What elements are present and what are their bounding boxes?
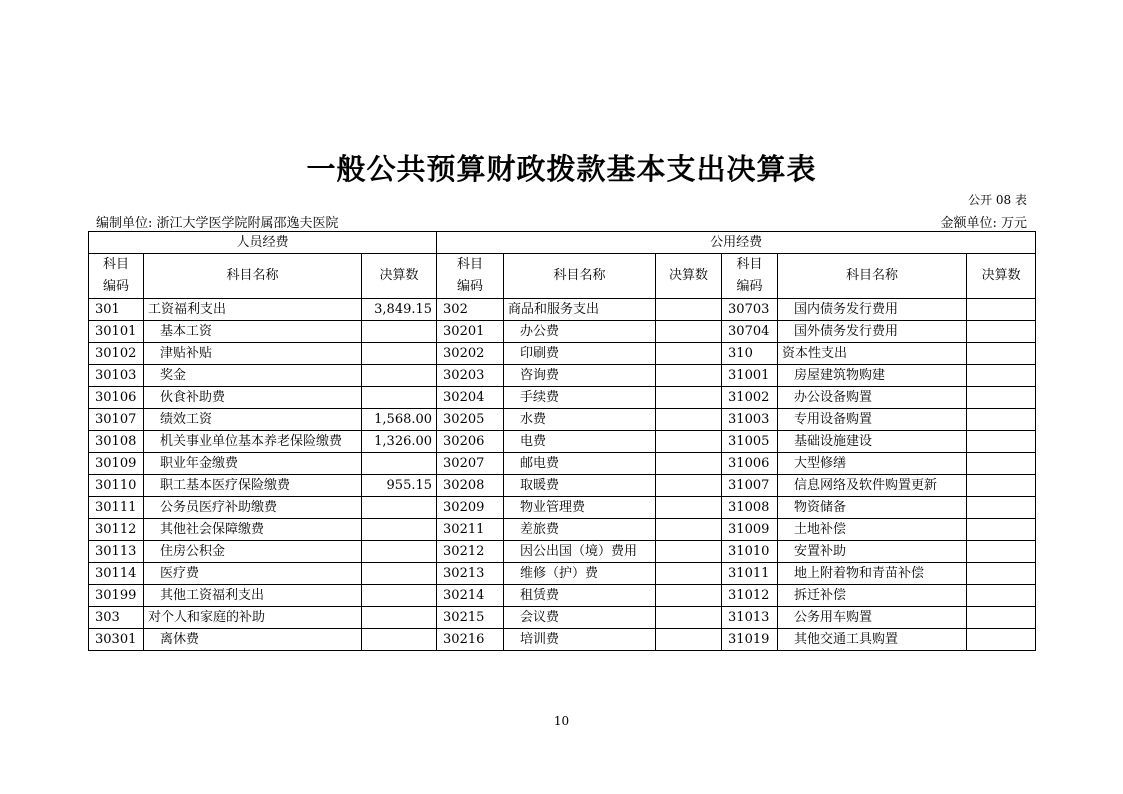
- final-amount: [362, 541, 437, 563]
- page-title: 一般公共预算财政拨款基本支出决算表: [306, 152, 817, 186]
- subject-name: 电费: [504, 431, 656, 453]
- subject-code: 301: [89, 299, 144, 321]
- table-row: [89, 541, 1036, 563]
- subject-code: 30211: [437, 519, 504, 541]
- subject-name: 办公设备购置: [778, 387, 967, 409]
- subject-code: 30301: [89, 629, 144, 651]
- subject-name: 其他交通工具购置: [778, 629, 967, 651]
- subject-code: 31007: [722, 475, 778, 497]
- final-amount: [656, 563, 722, 585]
- subject-code: 30213: [437, 563, 504, 585]
- subject-code: 30114: [89, 563, 144, 585]
- final-amount: [656, 387, 722, 409]
- subject-name: 津贴补贴: [144, 343, 362, 365]
- final-amount: 3,849.15: [362, 299, 437, 321]
- subject-code: 30112: [89, 519, 144, 541]
- subject-name: 大型修缮: [778, 453, 967, 475]
- subject-code: 302: [437, 299, 504, 321]
- final-amount: 1,326.00: [362, 431, 437, 453]
- final-amount: [656, 497, 722, 519]
- subject-code: 310: [722, 343, 778, 365]
- subject-name: 维修（护）费: [504, 563, 656, 585]
- compiling-unit: 编制单位: 浙江大学医学院附属邵逸夫医院: [96, 216, 339, 231]
- subject-name: 手续费: [504, 387, 656, 409]
- subject-name: 地上附着物和青苗补偿: [778, 563, 967, 585]
- subject-code: 30212: [437, 541, 504, 563]
- subject-name: 因公出国（境）费用: [504, 541, 656, 563]
- table-row: [89, 365, 1036, 387]
- subject-code: 31002: [722, 387, 778, 409]
- final-amount: [967, 563, 1036, 585]
- final-amount: [967, 607, 1036, 629]
- subject-code: 30101: [89, 321, 144, 343]
- final-amount: [656, 453, 722, 475]
- subject-code: 31019: [722, 629, 778, 651]
- final-amount: [656, 475, 722, 497]
- final-amount: [362, 629, 437, 651]
- final-amount: [967, 519, 1036, 541]
- subject-name: 商品和服务支出: [504, 299, 656, 321]
- subject-name: 培训费: [504, 629, 656, 651]
- subject-code: 31009: [722, 519, 778, 541]
- form-number: 公开 08 表: [968, 193, 1027, 207]
- final-amount: [656, 343, 722, 365]
- final-amount: [967, 365, 1036, 387]
- final-amount: [967, 585, 1036, 607]
- header-amount: 决算数: [967, 254, 1036, 299]
- subject-code: 30106: [89, 387, 144, 409]
- table-row: [89, 519, 1036, 541]
- header-name: 科目名称: [144, 254, 362, 299]
- subject-name: 伙食补助费: [144, 387, 362, 409]
- final-amount: [656, 585, 722, 607]
- table-row: [89, 629, 1036, 651]
- table-row: [89, 475, 1036, 497]
- subject-code: 31012: [722, 585, 778, 607]
- table-row: [89, 343, 1036, 365]
- subject-name: 取暖费: [504, 475, 656, 497]
- table-row: [89, 453, 1036, 475]
- final-amount: 1,568.00: [362, 409, 437, 431]
- final-amount: [362, 585, 437, 607]
- subject-code: 30111: [89, 497, 144, 519]
- subject-code: 30110: [89, 475, 144, 497]
- group-header-public: 公用经费: [437, 232, 1036, 254]
- subject-code: 30203: [437, 365, 504, 387]
- subject-code: 30208: [437, 475, 504, 497]
- expenditure-table: [88, 231, 1036, 651]
- subject-name: 基础设施建设: [778, 431, 967, 453]
- subject-name: 其他工资福利支出: [144, 585, 362, 607]
- subject-code: 30201: [437, 321, 504, 343]
- header-amount: 决算数: [656, 254, 722, 299]
- subject-code: 31003: [722, 409, 778, 431]
- final-amount: [656, 409, 722, 431]
- subject-name: 职工基本医疗保险缴费: [144, 475, 362, 497]
- final-amount: [362, 343, 437, 365]
- final-amount: [656, 541, 722, 563]
- subject-code: 30202: [437, 343, 504, 365]
- final-amount: [967, 629, 1036, 651]
- table-body: [89, 299, 1036, 651]
- subject-name: 职业年金缴费: [144, 453, 362, 475]
- subject-name: 会议费: [504, 607, 656, 629]
- subject-name: 拆迁补偿: [778, 585, 967, 607]
- subject-name: 公务用车购置: [778, 607, 967, 629]
- subject-name: 安置补助: [778, 541, 967, 563]
- final-amount: [967, 299, 1036, 321]
- subject-code: 30113: [89, 541, 144, 563]
- table-row: [89, 563, 1036, 585]
- subject-name: 租赁费: [504, 585, 656, 607]
- header-name: 科目名称: [778, 254, 967, 299]
- final-amount: [967, 541, 1036, 563]
- group-header-row: [89, 232, 1036, 254]
- subject-name: 印刷费: [504, 343, 656, 365]
- subject-code: 30109: [89, 453, 144, 475]
- group-header-personnel: 人员经费: [89, 232, 437, 254]
- subject-name: 资本性支出: [778, 343, 967, 365]
- table-row: [89, 387, 1036, 409]
- subject-name: 对个人和家庭的补助: [144, 607, 362, 629]
- header-amount: 决算数: [362, 254, 437, 299]
- subject-code: 30209: [437, 497, 504, 519]
- subject-name: 医疗费: [144, 563, 362, 585]
- subject-name: 土地补偿: [778, 519, 967, 541]
- final-amount: [656, 431, 722, 453]
- subject-name: 物业管理费: [504, 497, 656, 519]
- final-amount: [656, 365, 722, 387]
- subject-name: 工资福利支出: [144, 299, 362, 321]
- header-code: 科目 编码: [89, 254, 144, 299]
- subject-code: 31011: [722, 563, 778, 585]
- subject-name: 物资储备: [778, 497, 967, 519]
- subject-name: 其他社会保障缴费: [144, 519, 362, 541]
- subject-code: 30214: [437, 585, 504, 607]
- subject-name: 奖金: [144, 365, 362, 387]
- table-row: [89, 299, 1036, 321]
- final-amount: [656, 321, 722, 343]
- final-amount: [967, 321, 1036, 343]
- header-code: 科目 编码: [722, 254, 778, 299]
- header-name: 科目名称: [504, 254, 656, 299]
- subject-code: 30199: [89, 585, 144, 607]
- subject-code: 30103: [89, 365, 144, 387]
- final-amount: [362, 365, 437, 387]
- subject-code: 30102: [89, 343, 144, 365]
- column-header-row: [89, 254, 1036, 299]
- amount-unit: 金额单位: 万元: [940, 216, 1027, 231]
- final-amount: [362, 607, 437, 629]
- subject-name: 差旅费: [504, 519, 656, 541]
- subject-name: 机关事业单位基本养老保险缴费: [144, 431, 362, 453]
- subject-code: 30703: [722, 299, 778, 321]
- subject-name: 信息网络及软件购置更新: [778, 475, 967, 497]
- final-amount: [656, 607, 722, 629]
- final-amount: [967, 497, 1036, 519]
- final-amount: [362, 453, 437, 475]
- page-number: 10: [553, 714, 570, 728]
- final-amount: [362, 519, 437, 541]
- table-row: [89, 321, 1036, 343]
- final-amount: [362, 321, 437, 343]
- header-code: 科目 编码: [437, 254, 504, 299]
- final-amount: [967, 387, 1036, 409]
- final-amount: [967, 453, 1036, 475]
- subject-code: 31006: [722, 453, 778, 475]
- final-amount: [656, 519, 722, 541]
- subject-code: 31001: [722, 365, 778, 387]
- subject-name: 基本工资: [144, 321, 362, 343]
- subject-code: 30704: [722, 321, 778, 343]
- final-amount: [656, 299, 722, 321]
- subject-name: 房屋建筑物购建: [778, 365, 967, 387]
- subject-code: 30207: [437, 453, 504, 475]
- final-amount: [967, 409, 1036, 431]
- subject-name: 咨询费: [504, 365, 656, 387]
- final-amount: 955.15: [362, 475, 437, 497]
- subject-code: 31010: [722, 541, 778, 563]
- subject-name: 住房公积金: [144, 541, 362, 563]
- subject-name: 国内债务发行费用: [778, 299, 967, 321]
- subject-code: 30216: [437, 629, 504, 651]
- subject-code: 30215: [437, 607, 504, 629]
- final-amount: [656, 629, 722, 651]
- subject-code: 31013: [722, 607, 778, 629]
- final-amount: [362, 387, 437, 409]
- subject-name: 国外债务发行费用: [778, 321, 967, 343]
- subject-name: 绩效工资: [144, 409, 362, 431]
- subject-code: 31008: [722, 497, 778, 519]
- final-amount: [967, 431, 1036, 453]
- final-amount: [967, 343, 1036, 365]
- subject-name: 离休费: [144, 629, 362, 651]
- subject-code: 30108: [89, 431, 144, 453]
- subject-name: 邮电费: [504, 453, 656, 475]
- final-amount: [362, 497, 437, 519]
- subject-code: 30206: [437, 431, 504, 453]
- table-row: [89, 585, 1036, 607]
- final-amount: [362, 563, 437, 585]
- subject-name: 办公费: [504, 321, 656, 343]
- subject-name: 专用设备购置: [778, 409, 967, 431]
- subject-code: 30204: [437, 387, 504, 409]
- subject-code: 303: [89, 607, 144, 629]
- table-row: [89, 431, 1036, 453]
- table-row: [89, 497, 1036, 519]
- subject-name: 公务员医疗补助缴费: [144, 497, 362, 519]
- subject-code: 30107: [89, 409, 144, 431]
- table-row: [89, 607, 1036, 629]
- subject-code: 31005: [722, 431, 778, 453]
- subject-name: 水费: [504, 409, 656, 431]
- final-amount: [967, 475, 1036, 497]
- table-row: [89, 409, 1036, 431]
- subject-code: 30205: [437, 409, 504, 431]
